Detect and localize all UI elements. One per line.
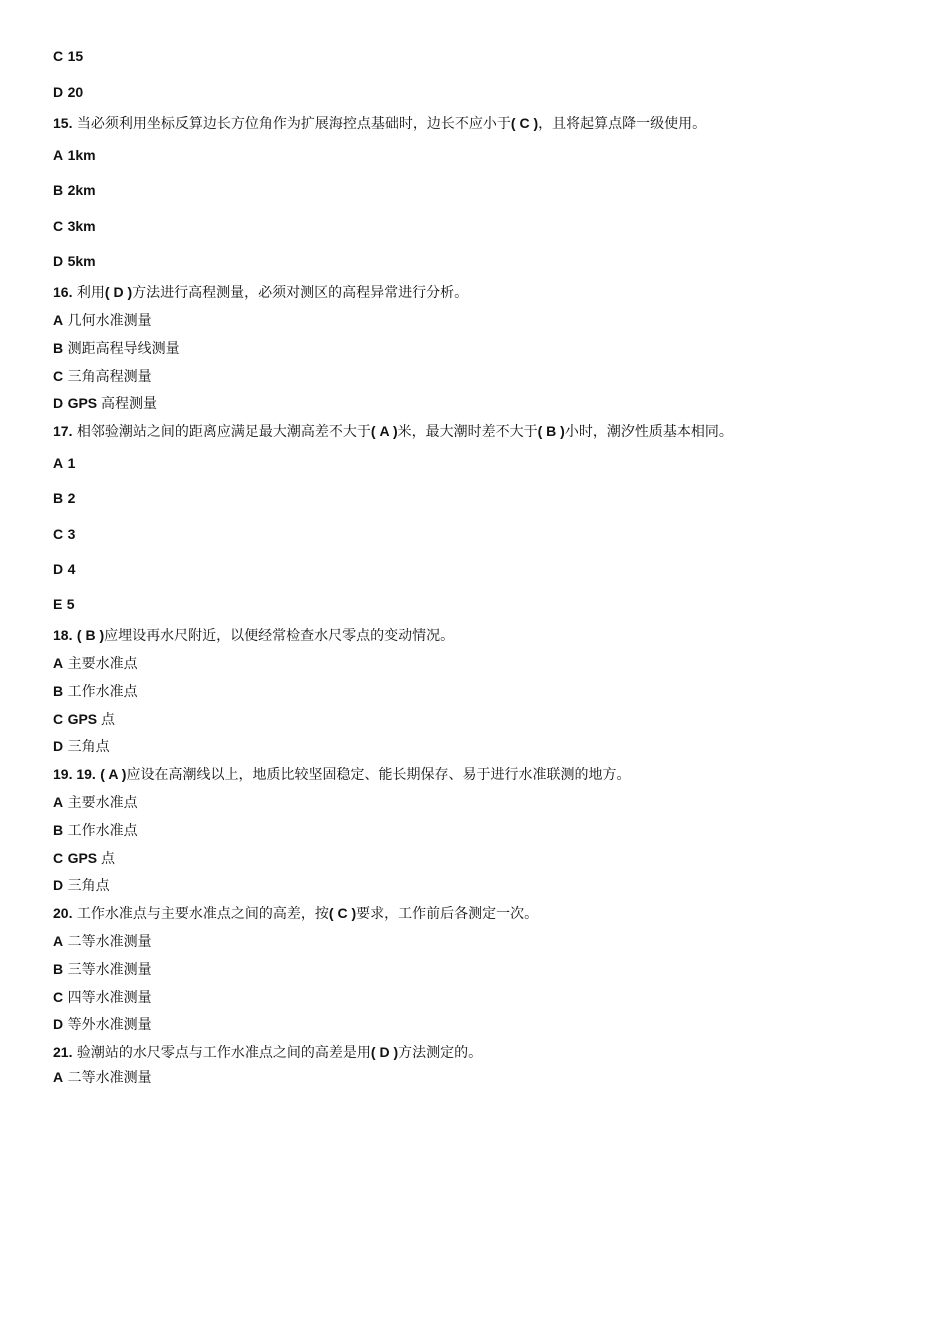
option-text: 三角点 [67, 878, 110, 894]
question-text: 应设在高潮线以上，地质比较坚固稳定、能长期保存、易于进行水准联测的地方。 [126, 767, 631, 783]
question-number: 19. 19. [53, 766, 96, 782]
option-letter: D [53, 877, 64, 893]
question-text: 要求，工作前后各测定一次。 [356, 906, 539, 922]
option-line [53, 394, 157, 413]
option-letter: C [53, 526, 64, 542]
question-line [53, 114, 706, 133]
option-line [53, 988, 152, 1007]
option-text: 三等水准测量 [67, 962, 152, 978]
option-letter: A [53, 147, 64, 163]
question-line [53, 904, 538, 923]
option-letter: A [53, 455, 64, 471]
option-letter: B [53, 822, 64, 838]
option-line [53, 181, 96, 200]
option-line [53, 654, 138, 673]
option-letter: A [53, 655, 64, 671]
question-text: 验潮站的水尺零点与工作水准点之间的高差是用 [76, 1045, 371, 1061]
option-letter: D [53, 738, 64, 754]
option-line [53, 960, 152, 979]
option-letter: B [53, 490, 64, 506]
answer-mark: ( B ) [76, 627, 105, 643]
option-letter: C [53, 989, 64, 1005]
option-line [53, 932, 152, 951]
option-text: GPS 高程测量 [67, 395, 158, 412]
option-text: 二等水准测量 [67, 934, 152, 950]
option-letter: D [53, 1016, 64, 1032]
question-line [53, 626, 454, 645]
answer-mark: ( D ) [104, 284, 133, 300]
option-text: 4 [67, 561, 76, 577]
option-letter: D [53, 253, 64, 269]
question-text: 当必须利用坐标反算边长方位角作为扩展海控点基础时，边长不应小于 [76, 116, 511, 132]
option-letter: C [53, 368, 64, 384]
option-letter: C [53, 48, 64, 64]
option-text: 5km [67, 253, 96, 269]
option-line [53, 83, 83, 102]
question-text: 应埋设再水尺附近，以便经常检查水尺零点的变动情况。 [104, 628, 455, 644]
option-text: 工作水准点 [67, 823, 138, 839]
option-text: GPS 点 [67, 711, 116, 728]
option-line [53, 489, 75, 508]
option-letter: B [53, 683, 64, 699]
option-line [53, 876, 110, 895]
option-line [53, 560, 75, 579]
question-number: 21. [53, 1044, 73, 1060]
question-number: 20. [53, 905, 73, 921]
question-line [53, 1043, 482, 1062]
option-line [53, 311, 152, 330]
question-text: 方法测定的。 [398, 1045, 483, 1061]
question-text: 利用 [76, 285, 105, 301]
answer-mark: ( C ) [328, 905, 357, 921]
question-number: 18. [53, 627, 73, 643]
option-text: 3km [67, 218, 96, 234]
option-text: 测距高程导线测量 [67, 341, 180, 357]
answer-mark: ( D ) [370, 1044, 399, 1060]
option-text: 2km [67, 182, 96, 198]
question-line [53, 765, 630, 784]
option-text: 三角点 [67, 739, 110, 755]
option-text: 主要水准点 [67, 795, 138, 811]
option-line [53, 454, 75, 473]
option-text: GPS 点 [67, 850, 116, 867]
option-line [53, 793, 138, 812]
option-text: 几何水准测量 [67, 313, 152, 329]
answer-mark: ( A ) [370, 423, 398, 439]
option-text: 20 [67, 84, 84, 100]
option-line [53, 821, 138, 840]
option-text: 主要水准点 [67, 656, 138, 672]
option-letter: A [53, 794, 64, 810]
option-letter: D [53, 395, 64, 411]
option-line [53, 710, 115, 729]
question-text: 方法进行高程测量，必须对测区的高程异常进行分析。 [132, 285, 469, 301]
option-letter: B [53, 182, 64, 198]
option-letter: B [53, 340, 64, 356]
option-letter: C [53, 711, 64, 727]
option-line [53, 525, 75, 544]
option-letter: B [53, 961, 64, 977]
option-line [53, 217, 96, 236]
question-text: 相邻验潮站之间的距离应满足最大潮高差不大于 [76, 424, 371, 440]
answer-mark: ( A ) [100, 766, 127, 782]
option-text: 二等水准测量 [67, 1070, 152, 1086]
option-text: 1 [67, 455, 76, 471]
question-number: 17. [53, 423, 73, 439]
option-letter: A [53, 312, 64, 328]
option-text: 5 [66, 596, 75, 612]
question-line [53, 283, 468, 302]
option-letter: D [53, 84, 64, 100]
option-line [53, 737, 110, 756]
option-text: 等外水准测量 [67, 1017, 152, 1033]
option-line [53, 682, 138, 701]
answer-mark: ( B ) [537, 423, 565, 439]
option-text: 三角高程测量 [67, 369, 152, 385]
option-line [53, 252, 96, 271]
question-number: 15. [53, 115, 73, 131]
option-line [53, 1068, 152, 1087]
option-line [53, 339, 180, 358]
question-text: ，且将起算点降一级使用。 [538, 116, 707, 132]
option-letter: A [53, 1069, 64, 1085]
option-line [53, 367, 152, 386]
option-line [53, 47, 83, 66]
option-letter: C [53, 850, 64, 866]
option-letter: C [53, 218, 64, 234]
option-letter: D [53, 561, 64, 577]
option-line [53, 1015, 152, 1034]
option-text: 四等水准测量 [67, 990, 152, 1006]
option-text: 2 [67, 490, 76, 506]
question-text: 小时，潮汐性质基本相同。 [564, 424, 733, 440]
question-line [53, 422, 733, 441]
question-number: 16. [53, 284, 73, 300]
option-text: 1km [67, 147, 96, 163]
option-letter: A [53, 933, 64, 949]
option-line [53, 849, 115, 868]
option-text: 15 [67, 48, 84, 64]
option-line [53, 595, 75, 614]
question-text: 米，最大潮时差不大于 [397, 424, 538, 440]
answer-mark: ( C ) [510, 115, 539, 131]
question-text: 工作水准点与主要水准点之间的高差，按 [76, 906, 329, 922]
option-text: 3 [67, 526, 76, 542]
option-text: 工作水准点 [67, 684, 138, 700]
option-line [53, 146, 96, 165]
option-letter: E [53, 596, 63, 612]
